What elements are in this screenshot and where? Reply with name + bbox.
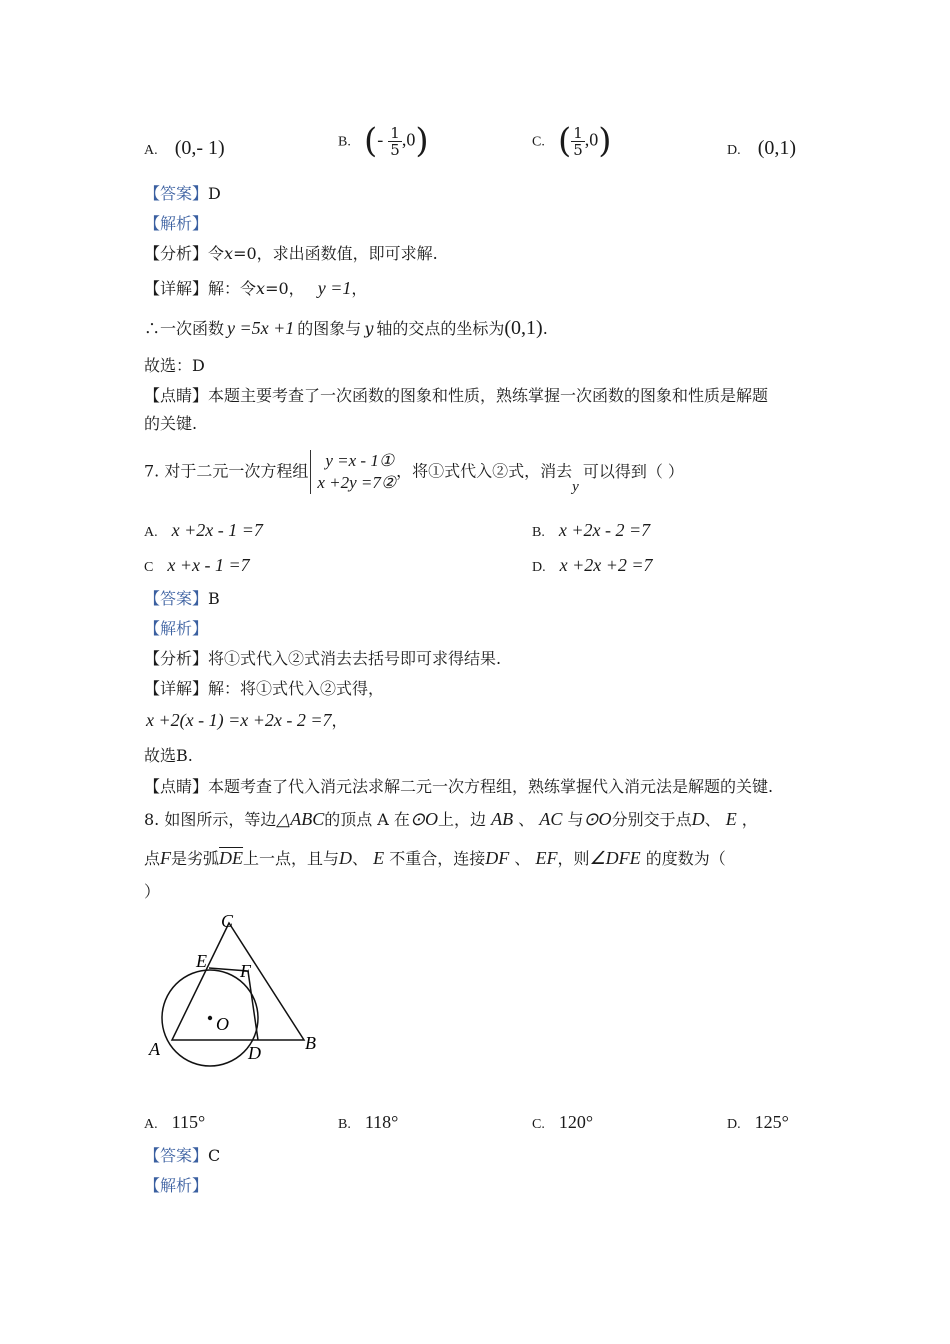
q7-choose: 故选B. [144,746,193,765]
q7-answer: 【答案】B [144,589,220,608]
q6-option-c: C. ( $\frac{1}{5}$ ,0) [532,121,612,161]
option-label: A. [144,143,158,158]
label-c: C [221,911,234,931]
q8-option-c: C. 120° [532,1112,594,1132]
fraction: $\frac{1}{5}$ [573,123,583,159]
option-tail: ,0 [584,129,599,150]
q7-stem: 7. 对于二元一次方程组 y =x - 1① x +2y =7② ，将①式代入②式，消去y可以得到（ ） [144,451,684,495]
triangle-abc [172,923,304,1040]
q8-stem-line1: 8. 如图所示，等边△ABC的顶点 A 在⊙O上，边 AB 、 AC 与⊙O分别交于点D、 E ， [144,809,758,829]
q6-option-a [144,138,225,161]
q8-analysis-tag: 【解析】 [144,1176,209,1195]
q8-stem-line3: ） [144,882,161,901]
q6-fenxi: 【分析】令x=0，求出函数值，即可求解. [144,244,438,263]
q7-option-b: B. x +2x - 2 =7 [532,520,651,540]
q7-xiangjie: 【详解】解：将①式代入②式得， [144,679,385,698]
q6-answer [144,184,221,204]
q6-choose: 故选：D [144,356,205,375]
fenxi-tag: 【分析】 [144,244,209,263]
answer-value: D [208,184,221,203]
q8-option-a: A. 115° [144,1112,206,1132]
option-tail: ,0 [401,129,416,150]
option-value: (0,- 1) [174,137,225,159]
q6-dianjing: 【点睛】本题主要考查了一次函数的图象和性质，熟练掌握一次函数的图象和性质是解题 [144,386,769,405]
q7-analysis-tag: 【解析】 [144,619,209,638]
dianjing-tag: 【点睛】 [144,386,209,405]
q8-figure [140,905,330,1070]
label-d: D [248,1043,261,1063]
q7-option-d: D. x +2x +2 =7 [532,555,653,575]
xiangjie-tag: 【详解】 [144,279,209,298]
label-f: F [240,961,251,981]
q8-answer: 【答案】C [144,1146,221,1165]
q7-option-a: A. x +2x - 1 =7 [144,520,263,540]
q6-option-b: B. (- $\frac{1}{5}$ ,0) [338,121,429,161]
option-label: D. [727,143,741,158]
minus-sign: - [377,129,384,150]
option-label: B. [338,134,351,150]
label-b: B [305,1033,316,1053]
answer-tag: 【答案】 [144,184,209,203]
q8-stem-line2: 点F是劣弧$\overline{DE}$上一点，且与D、 E 不重合，连接DF 、 EF，则∠DFE 的度数为（ [144,848,726,868]
fraction: $\frac{1}{5}$ [390,123,400,159]
center-dot [208,1016,212,1020]
q7-option-c: C x +x - 1 =7 [144,555,250,575]
equation-system: y =x - 1① x +2y =7② [310,450,396,494]
option-value: (0,1) [757,137,797,159]
q6-analysis-tag: 【解析】 [144,214,209,233]
q7-fenxi: 【分析】将①式代入②式消去去括号即可求得结果. [144,649,502,668]
option-label: C. [532,134,545,150]
q7-work: x +2(x - 1) =x +2x - 2 =7， [146,710,348,730]
label-e: E [196,951,207,971]
q6-conclusion: ∴一次函数 y =5x +1 的图象与 y 轴的交点的坐标为(0,1). [144,317,548,339]
label-a: A [149,1039,160,1059]
q6-xiangjie: 【详解】解：令x=0， y =1， [144,278,368,298]
q8-option-d: D. 125° [727,1112,789,1132]
label-o: O [216,1014,229,1034]
q7-dianjing: 【点睛】本题考查了代入消元法求解二元一次方程组，熟练掌握代入消元法是解题的关键. [144,777,774,796]
q6-option-d [727,138,796,161]
q6-dianjing-cont: 的关键. [144,414,198,433]
q8-option-b: B. 118° [338,1112,399,1132]
